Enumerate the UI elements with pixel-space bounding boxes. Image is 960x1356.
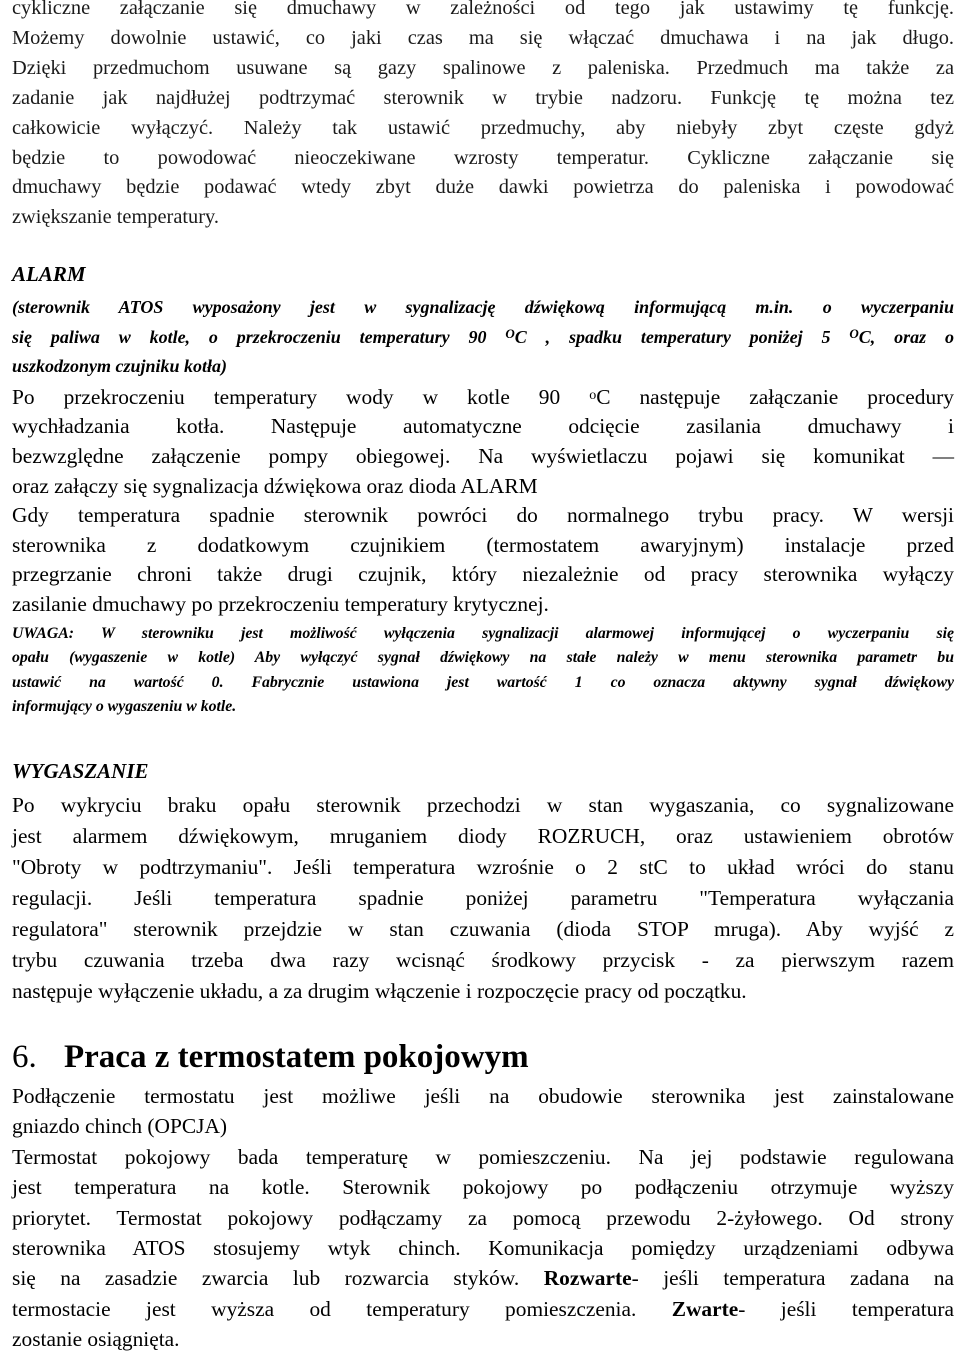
text-line: następuje wyłączenie układu, a za drugim włączenie i rozpoczęcie pracy od początku.: [12, 978, 747, 1003]
text-line: [12, 383, 954, 413]
text-line: oraz załączy się sygnalizacja dźwiękowa oraz dioda ALARM: [12, 473, 538, 498]
text-line: [12, 323, 954, 353]
warning-note: [12, 622, 954, 720]
text-line: sterownika ATOS stosujemy wtyk chinch. Komunikacja pomiędzy urządzeniami odbywa: [12, 1235, 954, 1260]
text-line: opału (wygaszenie w kotle) Aby wyłączyć sygnał dźwiękowy na stałe należy w menu sterownika parametr bu: [12, 649, 954, 667]
text-line: "Obroty w podtrzymaniu". Jeśli temperatura wzrośnie o 2 stC to układ wróci do stanu: [12, 854, 954, 879]
bold-term: Zwarte: [671, 1296, 739, 1321]
wygaszanie-paragraph: [12, 790, 954, 1007]
text-line: zasilanie dmuchawy po przekroczeniu temperatury krytycznej.: [12, 591, 549, 616]
text-fragment: się na zasadzie zwarcia lub rozwarcia styków.: [12, 1266, 544, 1291]
text-fragment: - jeśli temperatura zadana na: [631, 1266, 955, 1291]
text-line: wychładzania kotła. Następuje automatyczne odcięcie zasilania dmuchawy i: [12, 414, 954, 439]
text-fragment: C, oraz o: [858, 326, 954, 347]
text-line: priorytet. Termostat pokojowy podłączamy za pomocą przewodu 2-żyłowego. Od strony: [12, 1205, 954, 1230]
text-fragment: C , spadku temperatury poniżej 5: [514, 326, 850, 347]
degree-sup: O: [505, 325, 515, 341]
text-line: UWAGA: W sterowniku jest możliwość wyłączenia sygnalizacji alarmowej informującej o wyczerpaniu się: [12, 624, 954, 642]
text-line: [12, 1263, 954, 1293]
text-line: Gdy temperatura spadnie sterownik powróci do normalnego trybu pracy. W wersji: [12, 503, 954, 528]
section-heading: [12, 1037, 954, 1077]
text-line: Po wykryciu braku opału sterownik przechodzi w stan wygaszania, co sygnalizowane: [12, 792, 954, 817]
text-line: Podłączenie termostatu jest możliwe jeśli na obudowie sterownika jest zainstalowane: [12, 1083, 954, 1108]
text-line: będzie to powodować nieoczekiwane wzrosty temperatur. Cykliczne załączanie się: [12, 146, 954, 169]
text-line: bezwzględne załączenie pompy obiegowej. Na wyświetlaczu pojawi się komunikat —: [12, 443, 954, 468]
text-line: zwiększanie temperatury.: [12, 206, 220, 229]
text-fragment: - jeśli temperatura: [738, 1296, 954, 1321]
section-title: Praca z termostatem pokojowym: [64, 1038, 529, 1075]
text-line: regulacji. Jeśli temperatura spadnie poniżej parametru "Temperatura wyłączania: [12, 885, 954, 910]
text-line: cykliczne załączanie się dmuchawy w zależności od tego jak ustawimy tę funkcję.: [12, 0, 954, 19]
degree-sup: o: [589, 387, 597, 403]
alarm-body: [12, 383, 954, 620]
text-fragment: C następuje załączanie procedury: [596, 384, 954, 409]
text-line: uszkodzonym czujniku kotła): [12, 356, 228, 377]
text-line: przegrzanie chroni także drugi czujnik, który niezależnie od pracy sterownika wyłączy: [12, 562, 954, 587]
text-line: trybu czuwania trzeba dwa razy wcisnąć środkowy przycisk - za pierwszym razem: [12, 947, 954, 972]
degree-sup: O: [849, 325, 859, 341]
section-number: 6.: [12, 1038, 37, 1075]
text-line: sterownika z dodatkowym czujnikiem (termostatem awaryjnym) instalacje przed: [12, 532, 954, 557]
text-fragment: termostacie jest wyższa od temperatury pomieszczenia.: [12, 1296, 672, 1321]
text-line: zadanie jak najdłużej podtrzymać sterownik w trybie nadzoru. Funkcję tę można tez: [12, 86, 954, 109]
text-line: Możemy dowolnie ustawić, co jaki czas ma się włączać dmuchawa i na jak długo.: [12, 26, 954, 49]
alarm-description: [12, 293, 954, 382]
text-line: (sterownik ATOS wyposażony jest w sygnalizację dźwiękową informującą m.in. o wyczerpaniu: [12, 297, 954, 318]
text-line: ustawić na wartość 0. Fabrycznie ustawiona jest wartość 1 co oznacza aktywny sygnał dźwiękowy: [12, 673, 954, 691]
text-line: Dzięki przedmuchom usuwane są gazy spalinowe z paleniska. Przedmuch ma także za: [12, 56, 954, 79]
text-fragment: Po przekroczeniu temperatury wody w kotle 90: [12, 384, 590, 409]
text-line: jest temperatura na kotle. Sterownik pokojowy po podłączeniu otrzymuje wyższy: [12, 1175, 954, 1200]
text-line: gniazdo chinch (OPCJA): [12, 1114, 228, 1139]
text-line: jest alarmem dźwiękowym, mruganiem diody ROZRUCH, oraz ustawieniem obrotów: [12, 823, 954, 848]
text-line: dmuchawy będzie podawać wtedy zbyt duże dawki powietrza do paleniska i powodować: [12, 176, 954, 199]
text-line: [12, 1294, 954, 1324]
alarm-heading: ALARM: [12, 262, 86, 287]
section-paragraph: [12, 1081, 954, 1355]
text-line: całkowicie wyłączyć. Należy tak ustawić przedmuchy, aby niebyły zbyt częste gdyż: [12, 116, 954, 139]
intro-paragraph: [12, 0, 954, 233]
text-line: informujący o wygaszeniu w kotle.: [12, 698, 237, 716]
text-fragment: się paliwa w kotle, o przekroczeniu temperatury 90: [12, 326, 506, 347]
text-line: regulatora" sterownik przejdzie w stan czuwania (dioda STOP mruga). Aby wyjść z: [12, 916, 954, 941]
bold-term: Rozwarte: [543, 1266, 632, 1291]
text-line: zostanie osiągnięta.: [12, 1327, 180, 1352]
wygaszanie-heading: WYGASZANIE: [12, 758, 149, 783]
text-line: Termostat pokojowy bada temperaturę w pomieszczeniu. Na jej podstawie regulowana: [12, 1144, 954, 1169]
